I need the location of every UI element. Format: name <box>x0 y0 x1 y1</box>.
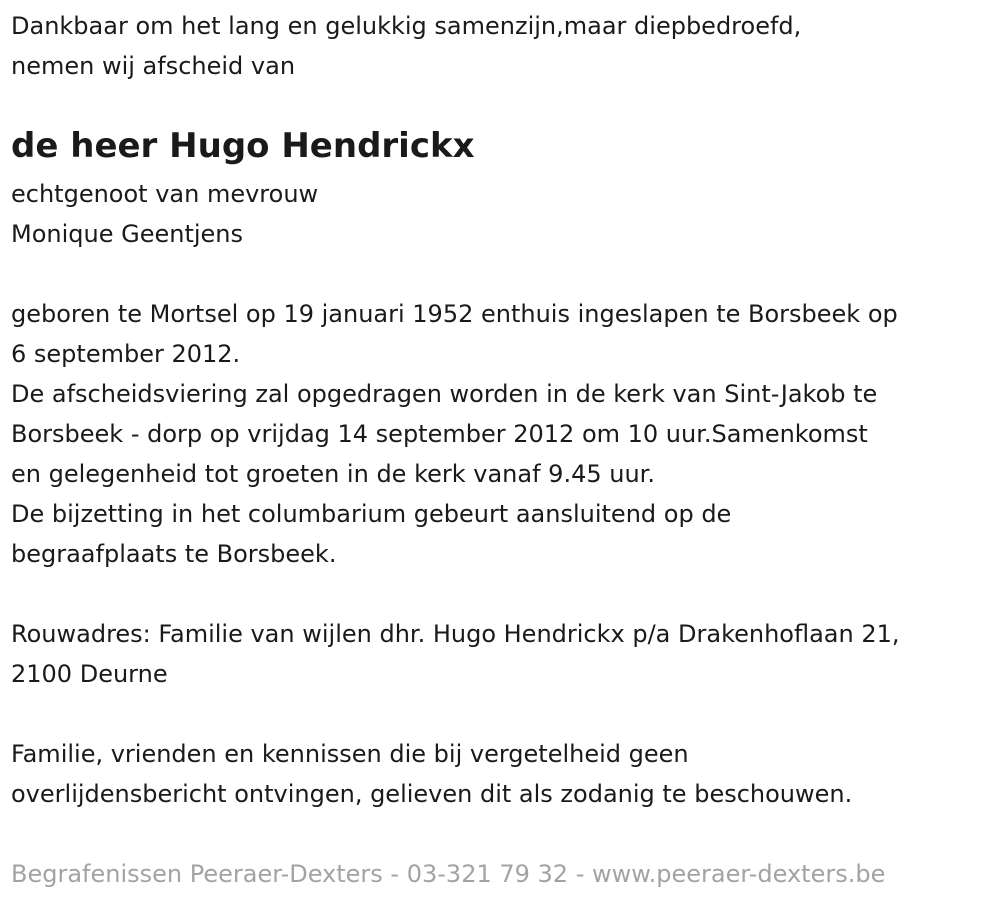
details-line: geboren te Mortsel op 19 januari 1952 enthuis ingeslapen te Borsbeek op <box>11 300 898 328</box>
obituary-notice <box>11 6 996 888</box>
footer-line: Begrafenissen Peeraer-Dexters - 03-321 79 32 - www.peeraer-dexters.be <box>11 860 886 888</box>
details-line: De afscheidsviering zal opgedragen worden in de kerk van Sint-Jakob te <box>11 380 878 408</box>
address-line: Rouwadres: Familie van wijlen dhr. Hugo Hendrickx p/a Drakenhoflaan 21, <box>11 620 900 648</box>
ceremony-details <box>11 294 898 574</box>
details-line: en gelegenheid tot groeten in de kerk vanaf 9.45 uur. <box>11 460 655 488</box>
intro-line: Dankbaar om het lang en gelukkig samenzijn,maar diepbedroefd, <box>11 12 802 40</box>
intro-text <box>11 6 996 86</box>
notice-line: overlijdensbericht ontvingen, gelieven dit als zodanig te beschouwen. <box>11 780 853 808</box>
relation-text <box>11 174 318 254</box>
deceased-name: de heer Hugo Hendrickx <box>11 126 475 166</box>
details-line: begraafplaats te Borsbeek. <box>11 540 337 568</box>
closing-notice <box>11 734 852 814</box>
intro-line: nemen wij afscheid van <box>11 52 296 80</box>
mourning-address <box>11 614 900 694</box>
notice-line: Familie, vrienden en kennissen die bij vergetelheid geen <box>11 740 689 768</box>
relation-line: echtgenoot van mevrouw <box>11 180 319 208</box>
details-line: 6 september 2012. <box>11 340 241 368</box>
details-line: Borsbeek - dorp op vrijdag 14 september 2012 om 10 uur.Samenkomst <box>11 420 868 448</box>
funeral-home-footer <box>11 854 885 894</box>
address-line: 2100 Deurne <box>11 660 168 688</box>
relation-line: Monique Geentjens <box>11 220 244 248</box>
details-line: De bijzetting in het columbarium gebeurt aansluitend op de <box>11 500 732 528</box>
